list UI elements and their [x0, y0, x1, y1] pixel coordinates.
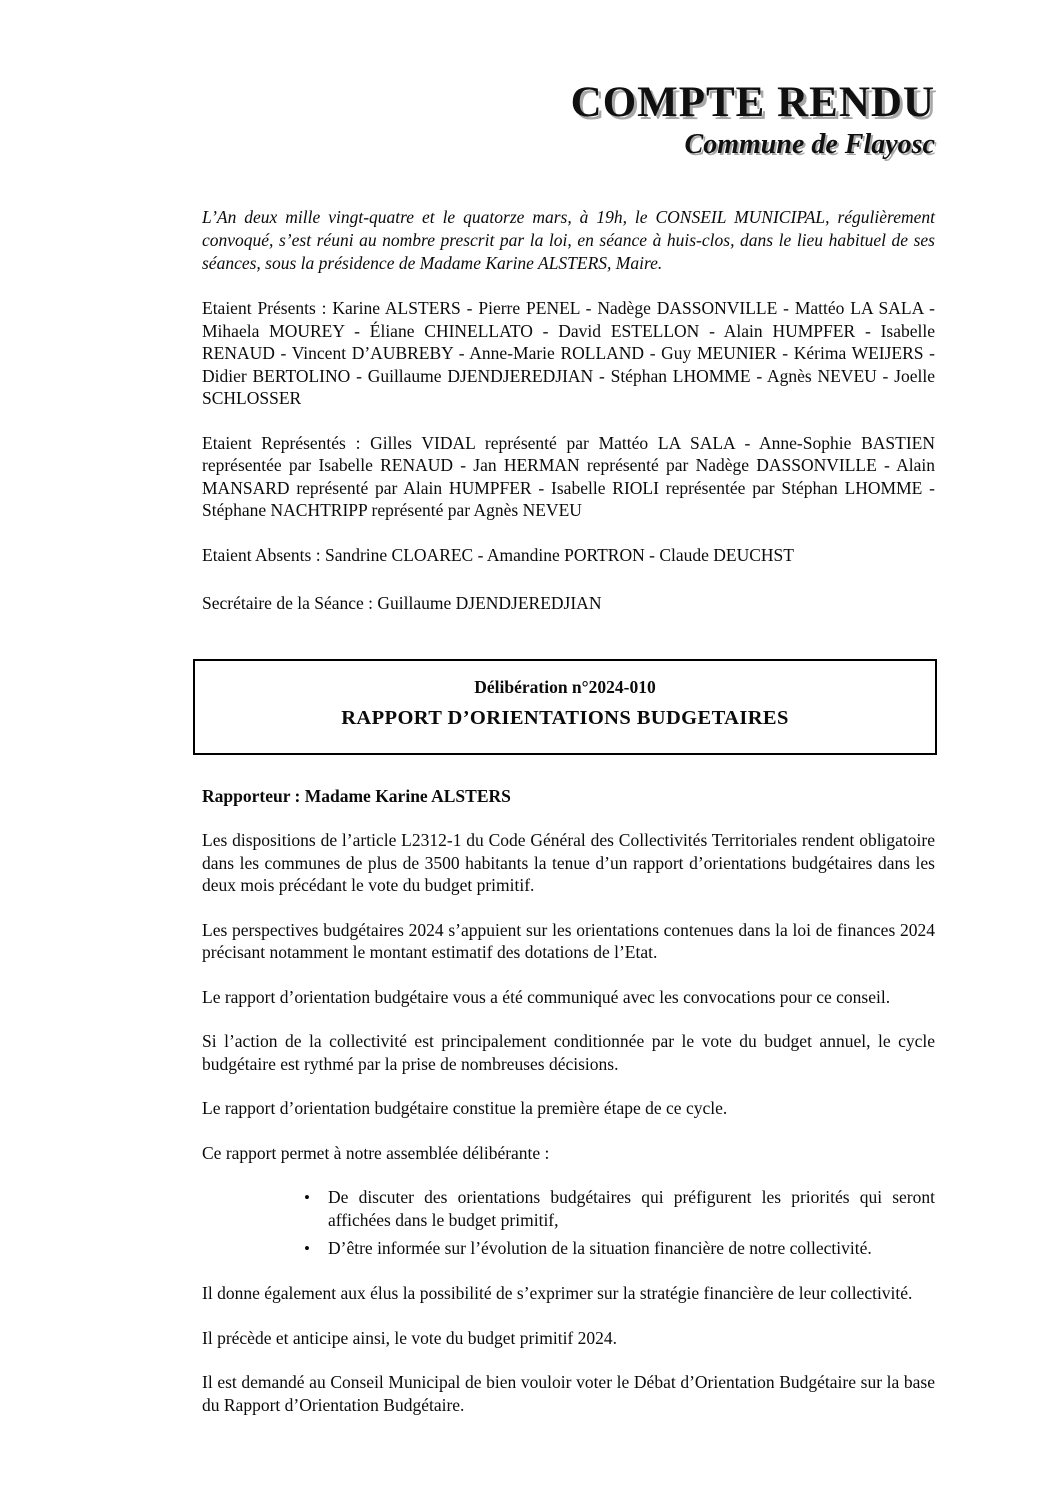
paragraph-premiere-etape: Le rapport d’orientation budgétaire constitue la première étape de ce cycle.	[202, 1098, 728, 1119]
document-content	[202, 80, 935, 1416]
bullet-list	[302, 1186, 935, 1260]
paragraph-cycle-budgetaire: Si l’action de la collectivité est principalement conditionnée par le vote du budget annuel, le cycle budgétaire est rythmé par la prise de nombreuses décisions.	[202, 1031, 935, 1074]
bullet-item-informee: • D’être informée sur l’évolution de la situation financière de notre collectivité.	[302, 1237, 935, 1260]
rapporteur-line: Rapporteur : Madame Karine ALSTERS	[202, 785, 511, 806]
paragraph-dispositions: Les dispositions de l’article L2312-1 du Code Général des Collectivités Territoriales rendent obligatoire dans les communes de plus de 3500 habitants la tenue d’un rapport d’orientations budgétaires dans les deux mois précédant le vote du budget primitif.	[202, 830, 935, 896]
document-subtitle: Commune de Flayosc	[684, 128, 935, 160]
paragraph-precede: Il précède et anticipe ainsi, le vote du budget primitif 2024.	[202, 1327, 618, 1348]
deliberation-title: RAPPORT D’ORIENTATIONS BUDGETAIRES	[341, 706, 789, 729]
document-title: COMPTE RENDU	[570, 79, 935, 126]
absents-paragraph: Etaient Absents : Sandrine CLOAREC - Amandine PORTRON - Claude DEUCHST	[202, 544, 794, 565]
presents-paragraph: Etaient Présents : Karine ALSTERS - Pierre PENEL - Nadège DASSONVILLE - Mattéo LA SALA - Mihaela MOUREY - Éliane CHINELLATO - David ESTELLON - Alain HUMPFER - Isabelle RENAUD - Vincent D’AUBREBY - Anne-Marie ROLLAND - Guy MEUNIER - Kérima WEIJERS - Didier BERTOLINO - Guillaume DJENDJEREDJIAN - Stéphan LHOMME - Agnès NEVEU - Joelle SCHLOSSER	[202, 298, 935, 409]
intro-paragraph: L’An deux mille vingt-quatre et le quatorze mars, à 19h, le CONSEIL MUNICIPAL, régulièrement convoqué, s’est réuni au nombre prescrit par la loi, en séance à huis-clos, dans le lieu habituel de ses séances, sous la présidence de Madame Karine ALSTERS, Maire.	[202, 207, 935, 274]
paragraph-possibilite: Il donne également aux élus la possibilité de s’exprimer sur la stratégie financière de leur collectivité.	[202, 1283, 913, 1304]
paragraph-assemblee: Ce rapport permet à notre assemblée délibérante :	[202, 1142, 550, 1163]
paragraph-communique: Le rapport d’orientation budgétaire vous a été communiqué avec les convocations pour ce conseil.	[202, 986, 891, 1007]
secretary-paragraph: Secrétaire de la Séance : Guillaume DJENDJEREDJIAN	[202, 593, 602, 614]
paragraph-perspectives: Les perspectives budgétaires 2024 s’appuient sur les orientations contenues dans la loi de finances 2024 précisant notamment le montant estimatif des dotations de l’Etat.	[202, 919, 935, 963]
represented-paragraph: Etaient Représentés : Gilles VIDAL représenté par Mattéo LA SALA - Anne-Sophie BASTIEN représentée par Isabelle RENAUD - Jan HERMAN représenté par Nadège DASSONVILLE - Alain MANSARD représenté par Alain HUMPFER - Isabelle RIOLI représentée par Stéphan LHOMME - Stéphane NACHTRIPP représenté par Agnès NEVEU	[202, 432, 935, 521]
deliberation-number: Délibération n°2024-010	[474, 676, 656, 697]
bullet-item-discuter: • De discuter des orientations budgétaires qui préfigurent les priorités qui seront affichées dans le budget primitif,	[302, 1186, 935, 1232]
paragraph-demande-vote: Il est demandé au Conseil Municipal de bien vouloir voter le Débat d’Orientation Budgétaire sur la base du Rapport d’Orientation Budgétaire.	[202, 1372, 935, 1415]
deliberation-box	[193, 659, 937, 755]
